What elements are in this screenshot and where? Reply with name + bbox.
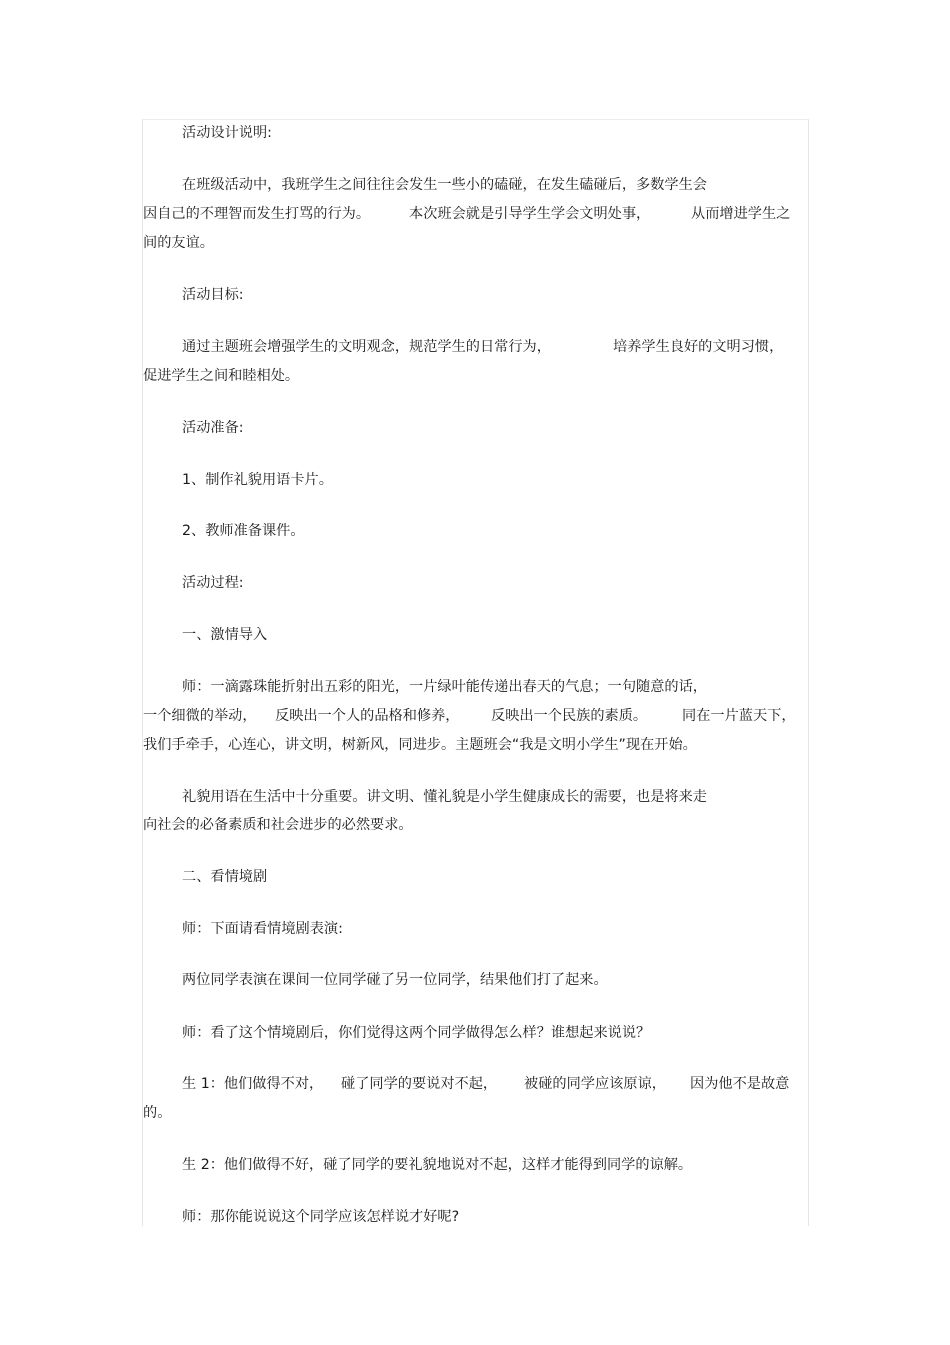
- dialogue-line: 师：看了这个情境剧后，你们觉得这两个同学做得怎么样？谁想起来说说？: [182, 1025, 651, 1041]
- paragraph-line: 礼貌用语在生活中十分重要。讲文明、懂礼貌是小学生健康成长的需要，也是将来走: [182, 789, 707, 805]
- paragraph-line: 间的友谊。: [143, 235, 214, 251]
- dialogue-line: 生 2：他们做得不好，碰了同学的要礼貌地说对不起，这样才能得到同学的谅解。: [182, 1157, 693, 1173]
- paragraph-line: 两位同学表演在课间一位同学碰了另一位同学，结果他们打了起来。: [182, 972, 608, 988]
- dialogue-line: 生 1：他们做得不对， 碰了同学的要说对不起， 被碰的同学应该原谅， 因为他不是故意: [182, 1076, 790, 1092]
- paragraph-line: 促进学生之间和睦相处。: [143, 368, 300, 384]
- dialogue-line: 的。: [143, 1105, 172, 1121]
- prep-heading: 活动准备:: [182, 420, 244, 436]
- dialogue-line: 师：那你能说说这个同学应该怎样说才好呢?: [182, 1209, 460, 1225]
- paragraph-line: 通过主题班会增强学生的文明观念，规范学生的日常行为， 培养学生良好的文明习惯，: [182, 339, 784, 355]
- process-heading: 活动过程:: [182, 575, 244, 591]
- dialogue-line: 师：下面请看情境剧表演:: [182, 921, 343, 937]
- list-item: 1、制作礼貌用语卡片。: [182, 472, 333, 488]
- paragraph-line: 向社会的必备素质和社会进步的必然要求。: [143, 817, 413, 833]
- section-heading: 一、激情导入: [182, 627, 268, 643]
- design-heading: 活动设计说明:: [182, 125, 272, 141]
- paragraph-line: 在班级活动中，我班学生之间往往会发生一些小的磕碰，在发生磕碰后，多数学生会: [182, 177, 707, 193]
- list-item: 2、教师准备课件。: [182, 523, 305, 539]
- paragraph-line: 师：一滴露珠能折射出五彩的阳光，一片绿叶能传递出春天的气息；一句随意的话，: [182, 679, 707, 695]
- paragraph-line: 一个细微的举动， 反映出一个人的品格和修养， 反映出一个民族的素质。 同在一片蓝天下，: [143, 708, 796, 724]
- goal-heading: 活动目标:: [182, 287, 244, 303]
- paragraph-line: 因自己的不理智而发生打骂的行为。 本次班会就是引导学生学会文明处事， 从而增进学生之: [143, 206, 791, 222]
- section-heading: 二、看情境剧: [182, 869, 268, 885]
- paragraph-line: 我们手牵手，心连心，讲文明，树新风，同进步。主题班会“我是文明小学生”现在开始。: [143, 737, 697, 753]
